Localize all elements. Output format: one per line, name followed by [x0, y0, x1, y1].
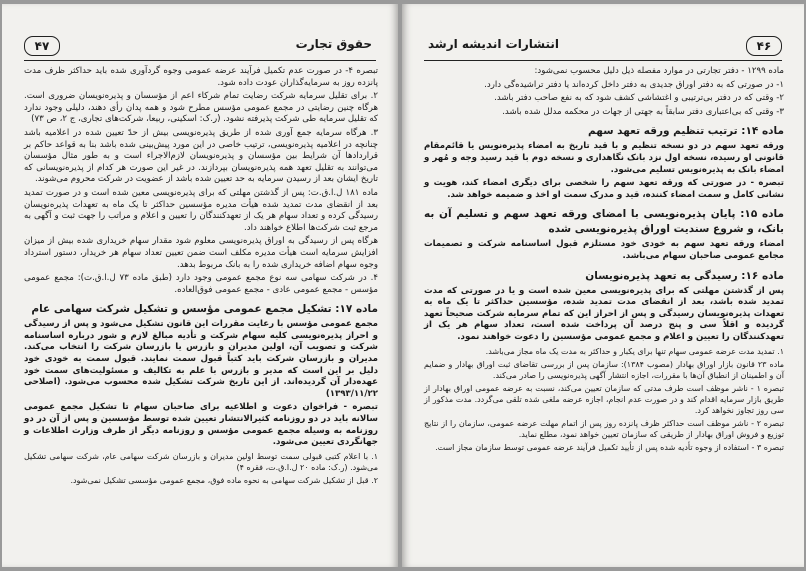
article-16-text: پس از گذشتن مهلتی که برای پذیره‌نویسی معین شده است و یا در صورتی که مدت تمدید شده باشد، بعد از انقضای مدت تمدید شده، مؤسسین حداکثر تا یک ماه به تعهدات پذیره‌نویسان رسیدگی و پس از احراز این که تمام سرمایه شرکت صحیحاً تعهد گردیده و اقلاً سی و پنج درصد آن پرداخت شده است، تعداد سهام هر یک از تعهدکنندگان را تعیین و اعلام و مجمع عمومی مؤسسین را دعوت خواهند نمود. — [424, 285, 784, 342]
section-heading-article-14: ماده ۱۴: ترتیب تنظیم ورقه تعهد سهم — [588, 125, 784, 138]
left-paragraph: تبصره ۴- در صورت عدم تکمیل فرآیند عرضه عمومی وجوه گردآوری شده باید حداکثر ظرف مدت پانزده روز به سرمایه‌گذاران عودت داده شود. — [24, 66, 378, 88]
right-footnote: تبصره ۳ - استفاده از وجوه تأدیه شده پس از تأیید تکمیل فرآیند عرضه عمومی توسط سازمان مجاز است. — [435, 442, 784, 452]
left-page-number: ۴۷ — [24, 36, 60, 56]
right-intro-paragraph: ماده ۱۲۹۹ - دفتر تجارتی در موارد مفصله ذیل دلیل محسوب نمی‌شود: — [534, 66, 784, 76]
left-paragraph: ۴. در شرکت سهامی سه نوع مجمع عمومی وجود دارد (طبق ماده ۷۳ ل.ا.ق.ت): مجمع عمومی مؤسس - مجمع عمومی عادی - مجمع عمومی فوق‌العاده. — [24, 273, 378, 295]
right-footnote: تبصره ۲ - ناشر موظف است حداکثر ظرف پانزده روز پس از اتمام مهلت عرضه عمومی، سازمان را از نتایج توزیع و فروش اوراق بهادار از طریقی که سازمان تعیین خواهد نمود، مطلع نماید. — [424, 418, 784, 439]
left-footnote: ۱. با اعلام کتبی قبولی سمت توسط اولین مدیران و بازرسان شرکت سهامی عام، شرکت سهامی تشکیل می‌شود. (ر.ک: ماده ۲۰ ل.ا.ق.ت، فقره ۴) — [24, 451, 378, 472]
article-14-note: تبصره - در صورتی که ورقه تعهد سهم را شخصی برای دیگری امضاء کند، هویت و نشانی کامل و سمت امضاء کننده، قید و مدرک سمت او اخذ و ضمیمه خواهد شد. — [424, 178, 784, 200]
right-running-title: انتشارات اندیشه ارشد — [428, 37, 559, 51]
right-intro-paragraph: ۲- وقتی که در دفتر بی‌ترتیبی و اغتشاشی کشف شود که به نفع صاحب دفتر باشد. — [494, 93, 784, 104]
right-page-body — [424, 66, 784, 561]
section-heading-article-15: ماده ۱۵: پایان پذیره‌نویسی با امضای ورقه تعهد سهم و تسلیم آن به بانک، و شروع سندیت اوراق پذیره‌نویسی شده — [424, 208, 785, 236]
right-footnote: ۱. تمدید مدت عرضه عمومی سهام تنها برای یکبار و حداکثر به مدت یک ماه مجاز می‌باشد. — [485, 346, 784, 356]
right-footnote: ماده ۲۳ قانون بازار اوراق بهادار (مصوب ۱۳۸۴): سازمان پس از بررسی تقاضای ثبت اوراق بهادار و ضمایم آن و اطمینان از انطباق آن‌ها با مقررات، اجازه انتشار آگهی پذیره‌نویسی را صادر می‌کند. — [424, 359, 784, 380]
right-intro-paragraph: ۳- وقتی که بی‌اعتباری دفتر سابقاً به جهتی از جهات در محکمه مدلل شده باشد. — [502, 106, 784, 117]
left-paragraph: ماده ۱۸۱ ل.ا.ق.ت: پس از گذشتن مهلتی که برای پذیره‌نویسی معین شده است و در صورت تمدید بعد از انقضای مدت تمدید شده هیأت مدیره مؤسسین حداکثر تا یک ماه به تعهدات پذیره‌نویسان رسیدگی کرده و تعداد سهام هر یک از تعهدکنندگان را تعیین و اعلام و مراتب را جهت ثبت و آگهی به مرجع ثبت شرکت‌ها اطلاع خواهند داد. — [24, 187, 378, 233]
left-running-title: حقوق تجارت — [295, 37, 372, 51]
article-14-text: ورقه تعهد سهم در دو نسخه تنظیم و با قید تاریخ به امضاء پذیره‌نویس یا قائم‌مقام قانونی او رسیده، نسخه اول نزد بانک نگاهداری و نسخه دوم با قید رسید وجه و مُهر و امضاء بانک به پذیره‌نویس تسلیم می‌شود. — [424, 141, 784, 175]
article-17-note: تبصره - فراخوان دعوت و اطلاعیه برای صاحبان سهام تا تشکیل مجمع عمومی سالانه باید در دو روزنامه کثیرالانتشار تعیین شده توسط مؤسسین و پس از آن در دو روزنامه به وسیله مجمع عمومی مؤسس و روزنامه دیگر از طرف وزارت اطلاعات و جهانگردی تعیین می‌شود. — [24, 402, 378, 448]
left-page-header — [24, 34, 376, 61]
section-heading-article-16: ماده ۱۶: رسیدگی به تعهد پذیره‌نویسان — [585, 269, 784, 282]
right-page-header — [424, 34, 782, 61]
right-page-number: ۴۶ — [746, 36, 782, 56]
right-page — [402, 4, 804, 567]
left-paragraph: ۲. برای تقلیل سرمایه شرکت رضایت تمام شرکاء اعم از مؤسسان و پذیره‌نویسان ضروری است. هرگاه چنین رضایتی در مجمع عمومی مؤسس مطرح شود و همه پدان رأی دهند، دلیلی وجود ندارد که تقلیل سرمایه طی شرکت پذیرفته نشود. (ر.ک: اسکینی، ربیعا، شرکت‌های تجاری، ج ۲، ص ۷۳) — [24, 91, 378, 125]
right-intro-paragraph: ۱- در صورتی که به دفتر اوراق جدیدی به دفتر داخل کرده‌اند یا دفتر تراشیده‌گی دارد. — [484, 79, 784, 90]
article-17-text: مجمع عمومی مؤسس با رعایت مقررات این قانون تشکیل می‌شود و پس از رسیدگی و احراز پذیره‌نویسی کلیه سهام شرکت و تأدیه مبالغ لازم و شور درباره اساسنامه شرکت و تصویب آن، اولین مدیران و بازرس یا بازرسان شرکت را انتخاب می‌کند. مدیران و بازرسان شرکت باید کتباً قبول سمت نمایند. قبول سمت به خودی خود دلیل بر این است که مدیر و بازرس با علم به تکالیف و مسئولیت‌های سمت خود عهده‌دار آن گردیده‌اند. از این تاریخ شرکت تشکیل شده محسوب می‌شود. (اصلاحی ۱۳۹۳/۱۱/۲۲) — [24, 319, 378, 399]
left-page-body — [24, 66, 378, 561]
left-paragraph: هرگاه پس از رسیدگی به اوراق پذیره‌نویسی معلوم شود مقدار سهام خریداری شده بیش از میزان افزایش سرمایه است هیأت مدیره مکلف است ضمن تعیین تعداد سهام هر خریدار، دستور استرداد وجوه سهام اضافه خریداری شده را به بانک مربوط بدهد. — [24, 236, 378, 270]
right-footnote: تبصره ۱ - ناشر موظف است طرف مدتی که سازمان تعیین می‌کند، نسبت به عرضه عمومی اوراق بهادار از طریق بازار سرمایه اقدام کند و در صورت عدم انجام، اجازه عرضه ملغی شده تلقی می‌گردد. مدت مذکور از سی روز تجاوز نخواهد کرد. — [424, 383, 784, 415]
left-footnote: ۲. قبل از تشکیل شرکت سهامی به نحوه ماده فوق، مجمع عمومی مؤسسی تشکیل نمی‌شود. — [70, 475, 378, 485]
left-paragraph: ۳. هرگاه سرمایه جمع آوری شده از طریق پذیره‌نویسی بیش از حدّ تعیین شده در اعلامیه باشد چنانچه در اعلامیه پذیره‌نویسی، ترتیب خاصی در این مورد پیش‌بینی شده باشد بنا به قواعد حاکم بر قراردادها آن شرایط بین مؤسسان و پذیره‌نویسان لازم‌الاجراء است و به طور مثال مؤسسان می‌توانند به تقلیل تعهد همه پذیره‌نویسان بپردازند. در غیر این صورت هر کدام از پذیره‌نویسانی که تاریخ ایشان بعد از رسیدن سرمایه به حد تعیین شده باشد از عضویت در شرکت محروم می‌شوند. — [24, 127, 378, 185]
article-15-text: امضاء ورقه تعهد سهم به خودی خود مستلزم قبول اساسنامه شرکت و تصمیمات مجامع عمومی صاحبان سهام می‌باشد. — [424, 239, 784, 261]
section-heading-article-17: ماده ۱۷: تشکیل مجمع عمومی مؤسس و تشکیل شرکت سهامی عام — [31, 303, 378, 316]
left-page — [2, 4, 398, 567]
